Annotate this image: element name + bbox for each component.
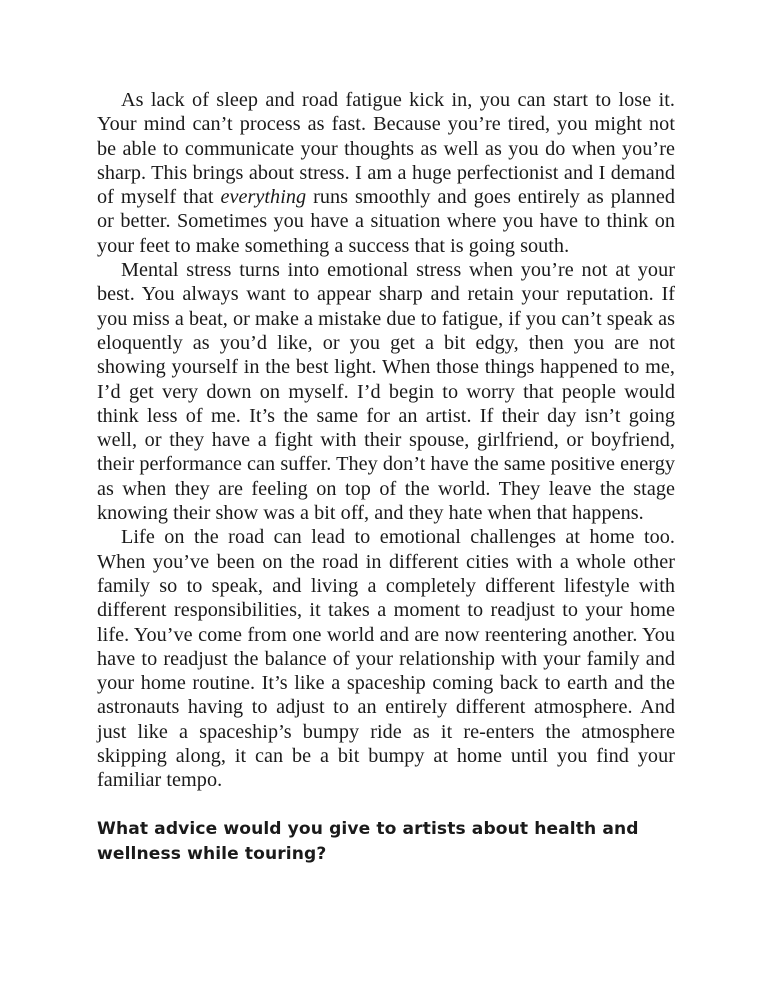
paragraph-1-text-end: runs smoothly and goes entirely as planned or better. Sometimes you have a situation where you have to think on your feet to make something a success that is going south. (97, 186, 675, 257)
page-body (97, 88, 675, 867)
paragraph-2: Mental stress turns into emotional stress when you’re not at your best. You always want to appear sharp and retain your reputation. If you miss a beat, or make a mistake due to fatigue, if you can’t speak as eloquently as you’d like, or you get a bit edgy, then you are not showing yourself in the best light. When those things happened to me, I’d get very down on myself. I’d begin to worry that people would think less of me. It’s the same for an artist. If their day isn’t going well, or they have a fight with their spouse, girlfriend, or boyfriend, their performance can suffer. They don’t have the same positive energy as when they are feeling on top of the world. They leave the stage knowing their show was a bit off, and they hate when that happens. (97, 259, 675, 525)
emphasis-everything: everything (220, 186, 307, 209)
paragraph-1-text-start: As lack of sleep and road fatigue kick in, you can start to lose it. Your mind can’t process as fast. Because you’re tired, you might not be able to communicate your thoughts as well as you do when you’re sharp. This brings about stress. I am a huge perfectionist and I demand of myself that (97, 89, 675, 209)
paragraph-1 (97, 88, 675, 258)
interview-question: What advice would you give to artists about health and wellness while touring? (97, 818, 639, 864)
paragraph-3: Life on the road can lead to emotional challenges at home too. When you’ve been on the road in different cities with a whole other family so to speak, and living a completely different lifestyle with different responsibilities, it takes a moment to readjust to your home life. You’ve come from one world and are now reentering another. You have to readjust the balance of your relationship with your family and your home routine. It’s like a spaceship coming back to earth and the astronauts having to adjust to an entirely different atmosphere. And just like a spaceship’s bumpy ride as it re-enters the atmosphere skipping along, it can be a bit bumpy at home until you find your familiar tempo. (97, 526, 675, 792)
